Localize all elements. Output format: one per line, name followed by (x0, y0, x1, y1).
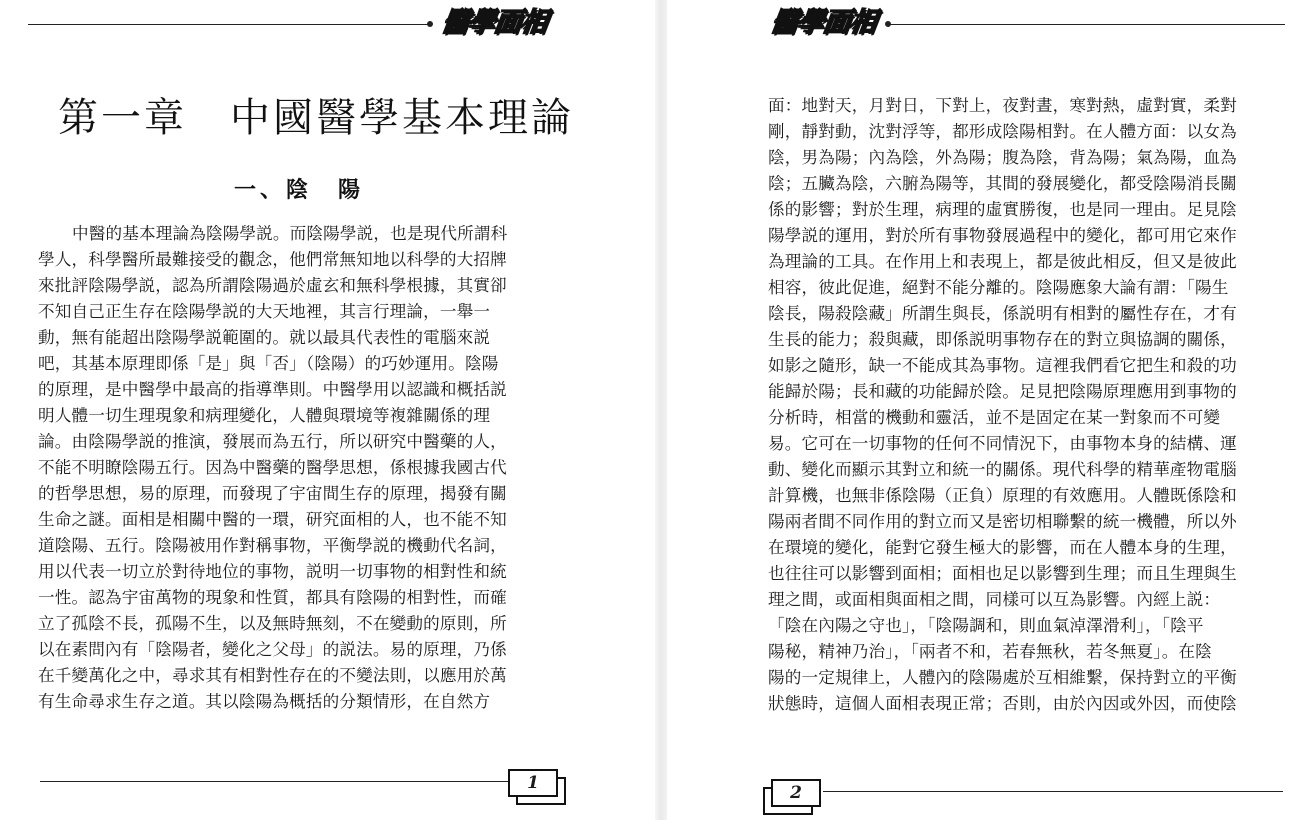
text-line: 一性。認為宇宙萬物的現象和性質，都具有陰陽的相對性，而確 (38, 588, 507, 607)
text-line: 學人，科學醫所最難接受的觀念，他們常無知地以科學的大招牌 (38, 250, 507, 269)
text-line: 也往往可以影響到面相；面相也足以影響到生理；而且生理與生 (768, 564, 1237, 583)
text-line: 如影之隨形，缺一不能成其為事物。這裡我們看它把生和殺的功 (768, 356, 1237, 375)
text-line: 陽學説的運用，對於所有事物發展過程中的變化，都可用它來作 (768, 226, 1237, 245)
text-line: 吧，其基本原理即係「是」與「否」（陰陽）的巧妙運用。陰陽 (38, 354, 499, 373)
section-title: 一、陰 陽 (234, 178, 365, 203)
text-line: 明人體一切生理現象和病理變化，人體與環境等複雜關係的理 (38, 406, 491, 425)
book-gutter (655, 0, 667, 820)
text-line: 來批評陰陽學説，認為所謂陰陽過於虛玄和無科學根據，其實卻 (38, 276, 507, 295)
text-line: 理之間，或面相與面相之間，同樣可以互為影響。內經上説： (768, 590, 1221, 609)
header-rule (889, 24, 1285, 25)
text-line: 「陰在內陽之守也」，「陰陽調和，則血氣淖澤滑利」，「陰平 (768, 616, 1204, 635)
text-line: 論。由陰陽學説的推演，發展而為五行，所以研究中醫藥的人， (38, 432, 507, 451)
left-page (0, 0, 655, 820)
text-line: 相容，彼此促進，絕對不能分離的。陰陽應象大論有謂：「陽生 (768, 278, 1229, 297)
text-line: 在千變萬化之中，尋求其有相對性存在的不變法則，以應用於萬 (38, 666, 507, 685)
text-line: 生長的能力；殺與藏，即係説明事物存在的對立與協調的關係， (768, 330, 1237, 349)
text-line: 能歸於陽；長和藏的功能歸於陰。足見把陰陽原理應用到事物的 (768, 382, 1237, 401)
text-line: 立了孤陰不長，孤陽不生，以及無時無刻，不在變動的原則，所 (38, 614, 507, 633)
header-logo: 醫學面相 (439, 7, 549, 38)
text-line: 分析時，相當的機動和靈活，並不是固定在某一對象而不可變 (768, 408, 1221, 427)
text-line: 用以代表一切立於對待地位的事物，説明一切事物的相對性和統 (38, 562, 507, 581)
footer-rule (40, 781, 508, 782)
text-line: 不能不明瞭陰陽五行。因為中醫藥的醫學思想，係根據我國古代 (38, 458, 507, 477)
text-line: 陽的一定規律上，人體內的陰陽處於互相維繫，保持對立的平衡 (768, 668, 1237, 687)
text-line: 動，無有能超出陰陽學説範圍的。就以最具代表性的電腦來説 (38, 328, 491, 347)
text-line: 狀態時，這個人面相表現正常；否則，由於內因或外因，而使陰 (768, 694, 1237, 713)
text-line: 動、變化而顯示其對立和統一的關係。現代科學的精華產物電腦 (768, 460, 1237, 479)
text-line: 陰，男為陽；內為陰，外為陽；腹為陰，背為陽；氣為陽，血為 (768, 148, 1237, 167)
text-line: 陰長，陽殺陰藏」所謂生與長，係説明有相對的屬性存在，才有 (768, 304, 1237, 323)
text-line: 的哲學思想，易的原理，而發現了宇宙間生存的原理，揭發有關 (38, 484, 507, 503)
text-line: 生命之謎。面相是相關中醫的一環，研究面相的人，也不能不知 (38, 510, 507, 529)
header-logo: 醫學面相 (768, 7, 878, 38)
text-line: 陰；五臟為陰，六腑為陽等，其間的發展變化，都受陰陽消長關 (768, 174, 1237, 193)
text-line: 有生命尋求生存之道。其以陰陽為概括的分類情形，在自然方 (38, 692, 491, 711)
text-line: 不知自己正生存在陰陽學説的大天地裡，其言行理論，一舉一 (38, 302, 491, 321)
text-line: 陽兩者間不同作用的對立而又是密切相聯繫的統一機體，所以外 (768, 512, 1237, 531)
text-line: 面：地對天，月對日，下對上，夜對晝，寒對熱，虛對實，柔對 (768, 96, 1237, 115)
header-rule-dot (427, 21, 433, 27)
text-line: 計算機，也無非係陰陽（正負）原理的有效應用。人體既係陰和 (768, 486, 1237, 505)
text-line: 在環境的變化，能對它發生極大的影響，而在人體本身的生理， (768, 538, 1237, 557)
chapter-title: 第一章 中國醫學基本理論 (58, 95, 574, 141)
footer-rule (823, 791, 1283, 792)
text-line: 中醫的基本理論為陰陽學説。而陰陽學説，也是現代所謂科 (72, 224, 508, 243)
text-line: 陽秘，精神乃治」，「兩者不和，若春無秋，若冬無夏」。在陰 (768, 642, 1212, 661)
text-line: 剛，靜對動，沈對浮等，都形成陰陽相對。在人體方面：以女為 (768, 122, 1237, 141)
text-line: 以在素問內有「陰陽者，變化之父母」的説法。易的原理，乃係 (38, 640, 507, 659)
text-line: 係的影響；對於生理，病理的虛實勝復，也是同一理由。足見陰 (768, 200, 1237, 219)
text-line: 易。它可在一切事物的任何不同情況下，由事物本身的結構、運 (768, 434, 1237, 453)
text-line: 為理論的工具。在作用上和表現上，都是彼此相反，但又是彼此 (768, 252, 1237, 271)
text-line: 的原理，是中醫學中最高的指導準則。中醫學用以認識和概括説 (38, 380, 507, 399)
text-line: 道陰陽、五行。陰陽被用作對稱事物，平衡學説的機動代名詞， (38, 536, 507, 555)
page-number: 2 (771, 779, 821, 807)
header-rule (28, 24, 430, 25)
right-page (667, 0, 1313, 820)
page-number: 1 (508, 769, 558, 797)
